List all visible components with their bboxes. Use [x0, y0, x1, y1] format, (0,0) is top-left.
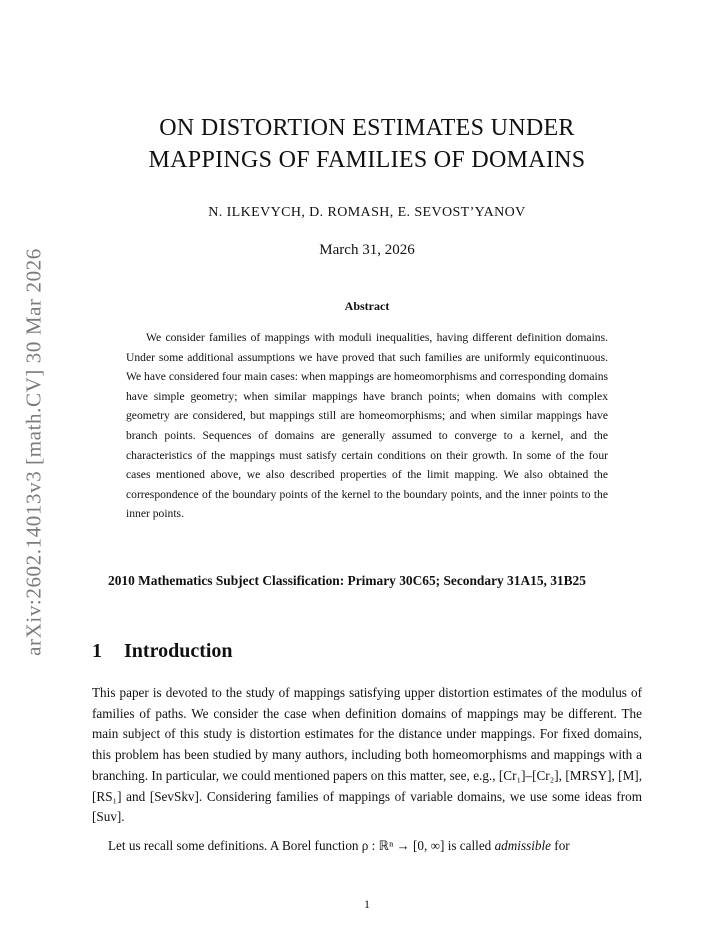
recall-text-before: Let us recall some definitions. A Borel function ρ : ℝⁿ → [0, ∞] is called — [108, 838, 495, 853]
section-number: 1 — [92, 640, 102, 662]
title-line-2: MAPPINGS OF FAMILIES OF DOMAINS — [148, 147, 586, 173]
title-line-1: ON DISTORTION ESTIMATES UNDER — [159, 115, 575, 141]
recall-text-after: for — [551, 838, 570, 853]
page-number: 1 — [364, 897, 370, 911]
msc-classification: 2010 Mathematics Subject Classification: Primary 30C65; Secondary 31A15, 31B25 — [108, 573, 586, 588]
section-title: Introduction — [124, 640, 233, 662]
paper-title — [92, 112, 642, 176]
abstract-text: We consider families of mappings with moduli inequalities, having different definition domains. Under some additional assumptions we have proved that such families are uniformly equicontinuous. We have considered four main cases: when mappings are homeomorphisms and corresponding domains have simple geometry; when similar mappings have branch points; when domains with complex geometry are considered, but mappings still are homeomorphisms; and when similar mappings have branch points. Sequences of domains are generally assumed to converge to a kernel, and the characteristics of the mappings must satisfy certain conditions on their growth. In some of the four cases mentioned above, we also described properties of the limit mapping. We also obtained the correspondence of the boundary points of the kernel to the boundary points, and the inner points to the inner points. — [126, 331, 609, 521]
paper-date: March 31, 2026 — [319, 242, 415, 258]
intro-paragraph: This paper is devoted to the study of mappings satisfying upper distortion estimates of the modulus of families of paths. We consider the case when definition domains of mappings may be different. The main subject of this study is distortion estimates for the distance under mappings. For fixed domains, this problem has been studied by many authors, including both homeomorphisms and mappings with a branching. In particular, we could mentioned papers on this matter, see, e.g., [Cr₁]–[Cr₂], [MRSY], [M], [RS₁] and [SevSkv]. Considering families of mappings of variable domains, we use some ideas from [Suv]. — [92, 685, 642, 825]
section-heading-introduction — [92, 640, 233, 663]
admissible-term: admissible — [494, 838, 551, 853]
author-list: N. ILKEVYCH, D. ROMASH, E. SEVOST’YANOV — [208, 205, 526, 220]
arxiv-side-stamp: arXiv:2602.14013v3 [math.CV] 30 Mar 2026 — [21, 248, 46, 656]
abstract-heading: Abstract — [344, 299, 390, 313]
recall-paragraph — [92, 836, 642, 857]
